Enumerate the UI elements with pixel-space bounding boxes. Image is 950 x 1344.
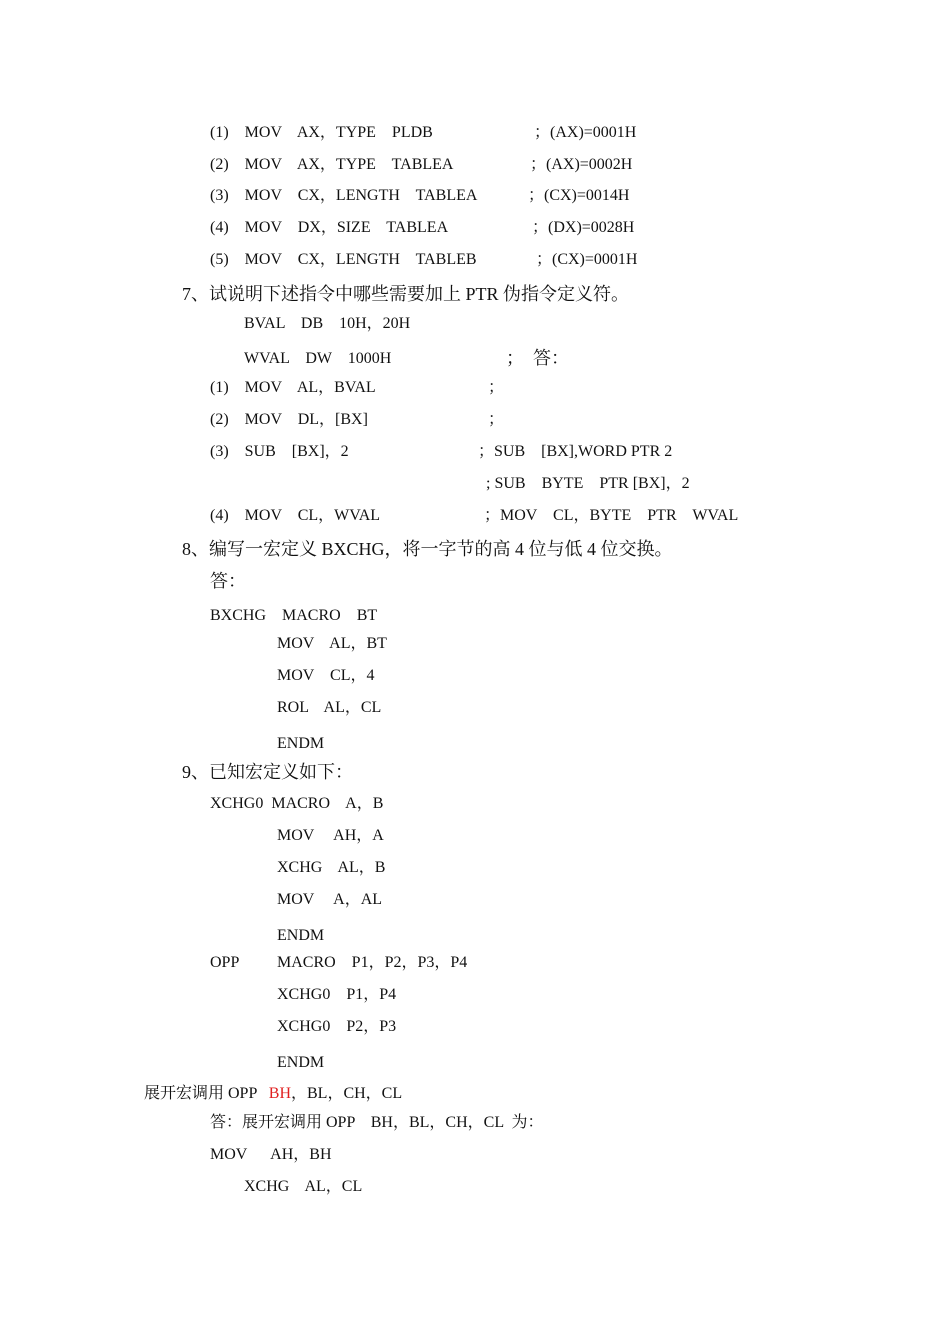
q9-opp-endm: ENDM xyxy=(277,1054,325,1071)
q9-answer-label: 答：展开宏调用 OPP BH，BL，CH，CL 为： xyxy=(210,1114,544,1131)
q8-macro-line-3: ROL AL，CL xyxy=(277,699,382,716)
q9-expand-suffix: ，BL，CH，CL xyxy=(291,1085,403,1102)
q7-def-wval: WVAL DW 1000H xyxy=(244,350,392,367)
q7-answer-label: ； 答： xyxy=(506,348,569,368)
q9-xchg0-line-2: XCHG AL，B xyxy=(277,859,386,876)
q9-result-line-2: XCHG AL，CL xyxy=(244,1178,363,1195)
q8-macro-endm: ENDM xyxy=(277,735,325,752)
q7-def-bval: BVAL DB 10H，20H xyxy=(244,315,411,332)
q8-macro-line-1: MOV AL，BT xyxy=(277,635,387,652)
q7-item-3-comment-alt: ; SUB BYTE PTR [BX]，2 xyxy=(486,475,690,492)
q9-expand-prefix: 展开宏调用 OPP xyxy=(144,1085,269,1102)
q8-macro-line-2: MOV CL，4 xyxy=(277,667,375,684)
q7-item-2-code: (2) MOV DL，[BX] xyxy=(210,411,368,428)
q6-comment-4: ；(DX)=0028H xyxy=(532,219,635,236)
q9-result-line-1: MOV AH，BH xyxy=(210,1146,332,1163)
q7-item-4-code: (4) MOV CL，WVAL xyxy=(210,507,381,524)
q9-expand-call xyxy=(144,1084,402,1104)
q6-comment-3: ；(CX)=0014H xyxy=(528,187,630,204)
q9-opp-line-1: XCHG0 P1，P4 xyxy=(277,986,397,1003)
q6-comment-2: ；(AX)=0002H xyxy=(530,156,633,173)
q7-item-1-comment: ； xyxy=(488,379,505,396)
q6-code-3: (3) MOV CX，LENGTH TABLEA xyxy=(210,187,478,204)
q9-expand-highlight: BH xyxy=(268,1085,291,1102)
q6-comment-1: ；(AX)=0001H xyxy=(534,124,637,141)
q7-item-3-code: (3) SUB [BX]，2 xyxy=(210,443,349,460)
q7-title: 7、试说明下述指令中哪些需要加上 PTR 伪指令定义符。 xyxy=(182,284,630,304)
q9-title: 9、已知宏定义如下： xyxy=(182,762,353,782)
q6-code-4: (4) MOV DX，SIZE TABLEA xyxy=(210,219,449,236)
q6-comment-5: ；(CX)=0001H xyxy=(536,251,638,268)
q9-opp-name: OPP xyxy=(210,954,240,971)
q7-item-4-comment: ；MOV CL，BYTE PTR WVAL xyxy=(484,507,739,524)
q9-xchg0-endm: ENDM xyxy=(277,927,325,944)
q6-code-2: (2) MOV AX，TYPE TABLEA xyxy=(210,156,454,173)
q8-answer-label: 答： xyxy=(210,571,246,591)
q9-opp-header: MACRO P1，P2，P3，P4 xyxy=(277,954,468,971)
q9-xchg0-line-3: MOV A，AL xyxy=(277,891,383,908)
q9-xchg0-header: XCHG0 MACRO A，B xyxy=(210,795,384,812)
q8-title: 8、编写一宏定义 BXCHG，将一字节的高 4 位与低 4 位交换。 xyxy=(182,539,673,559)
q6-code-1: (1) MOV AX，TYPE PLDB xyxy=(210,124,433,141)
q7-item-3-comment: ；SUB [BX],WORD PTR 2 xyxy=(478,443,673,460)
q8-macro-header: BXCHG MACRO BT xyxy=(210,607,378,624)
q7-item-2-comment: ； xyxy=(488,411,505,428)
q9-opp-line-2: XCHG0 P2，P3 xyxy=(277,1018,397,1035)
q9-xchg0-line-1: MOV AH，A xyxy=(277,827,384,844)
q7-item-1-code: (1) MOV AL，BVAL xyxy=(210,379,376,396)
q6-code-5: (5) MOV CX，LENGTH TABLEB xyxy=(210,251,477,268)
